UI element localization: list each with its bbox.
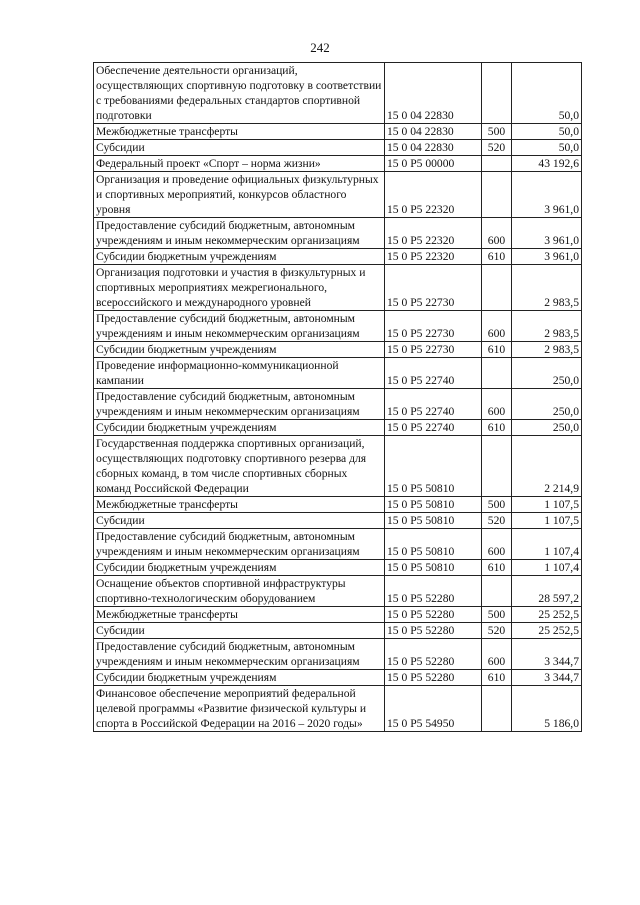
table-row (94, 63, 582, 124)
row-expense-type-cell: 610 (482, 249, 512, 265)
row-expense-type-cell: 520 (482, 140, 512, 156)
row-name-cell: Предоставление субсидий бюджетным, автономным учреждениям и иным некоммерческим организациям (94, 389, 385, 420)
row-amount-cell: 50,0 (512, 140, 582, 156)
table-row (94, 576, 582, 607)
row-expense-type-cell: 500 (482, 607, 512, 623)
row-code-cell: 15 0 P5 22740 (385, 420, 482, 436)
row-code-cell: 15 0 P5 22740 (385, 389, 482, 420)
row-name-cell: Государственная поддержка спортивных организаций, осуществляющих подготовку спортивного резерва для сборных команд, в том числе спортивных сборных команд Российской Федерации (94, 436, 385, 497)
row-name-cell: Межбюджетные трансферты (94, 124, 385, 140)
row-amount-cell: 50,0 (512, 63, 582, 124)
row-code-cell: 15 0 04 22830 (385, 63, 482, 124)
table-row (94, 249, 582, 265)
row-code-cell: 15 0 P5 52280 (385, 639, 482, 670)
table-row (94, 623, 582, 639)
row-amount-cell: 3 344,7 (512, 639, 582, 670)
row-amount-cell: 25 252,5 (512, 607, 582, 623)
table-row (94, 686, 582, 732)
row-code-cell: 15 0 P5 22320 (385, 218, 482, 249)
row-name-cell: Предоставление субсидий бюджетным, автономным учреждениям и иным некоммерческим организациям (94, 311, 385, 342)
row-expense-type-cell: 500 (482, 124, 512, 140)
row-expense-type-cell: 600 (482, 218, 512, 249)
row-name-cell: Предоставление субсидий бюджетным, автономным учреждениям и иным некоммерческим организациям (94, 639, 385, 670)
row-expense-type-cell: 520 (482, 513, 512, 529)
row-amount-cell: 2 983,5 (512, 265, 582, 311)
row-amount-cell: 5 186,0 (512, 686, 582, 732)
row-expense-type-cell: 600 (482, 311, 512, 342)
row-expense-type-cell: 610 (482, 420, 512, 436)
row-name-cell: Межбюджетные трансферты (94, 607, 385, 623)
table-row (94, 140, 582, 156)
row-code-cell: 15 0 P5 00000 (385, 156, 482, 172)
row-expense-type-cell (482, 265, 512, 311)
row-code-cell: 15 0 P5 54950 (385, 686, 482, 732)
table-row (94, 529, 582, 560)
row-code-cell: 15 0 P5 50810 (385, 513, 482, 529)
row-code-cell: 15 0 P5 22320 (385, 172, 482, 218)
row-expense-type-cell: 610 (482, 342, 512, 358)
row-code-cell: 15 0 P5 22740 (385, 358, 482, 389)
row-expense-type-cell (482, 63, 512, 124)
row-name-cell: Финансовое обеспечение мероприятий федеральной целевой программы «Развитие физической культуры и спорта в Российской Федерации на 2016 – 2020 годы» (94, 686, 385, 732)
table-row (94, 670, 582, 686)
row-code-cell: 15 0 04 22830 (385, 124, 482, 140)
table-row (94, 124, 582, 140)
row-expense-type-cell (482, 686, 512, 732)
row-amount-cell: 3 961,0 (512, 249, 582, 265)
row-amount-cell: 1 107,5 (512, 513, 582, 529)
table-row (94, 342, 582, 358)
row-name-cell: Субсидии бюджетным учреждениям (94, 560, 385, 576)
row-expense-type-cell (482, 358, 512, 389)
table-row (94, 420, 582, 436)
row-name-cell: Межбюджетные трансферты (94, 497, 385, 513)
row-name-cell: Субсидии бюджетным учреждениям (94, 342, 385, 358)
table-row (94, 436, 582, 497)
row-expense-type-cell: 600 (482, 639, 512, 670)
row-expense-type-cell (482, 156, 512, 172)
row-amount-cell: 250,0 (512, 358, 582, 389)
table-row (94, 265, 582, 311)
row-name-cell: Субсидии бюджетным учреждениям (94, 249, 385, 265)
row-expense-type-cell: 520 (482, 623, 512, 639)
row-expense-type-cell: 600 (482, 529, 512, 560)
row-amount-cell: 250,0 (512, 420, 582, 436)
budget-table (93, 62, 582, 732)
row-code-cell: 15 0 04 22830 (385, 140, 482, 156)
row-code-cell: 15 0 P5 52280 (385, 623, 482, 639)
table-row (94, 156, 582, 172)
row-code-cell: 15 0 P5 22730 (385, 311, 482, 342)
table-row (94, 560, 582, 576)
row-amount-cell: 43 192,6 (512, 156, 582, 172)
table-row (94, 218, 582, 249)
row-amount-cell: 3 344,7 (512, 670, 582, 686)
row-code-cell: 15 0 P5 50810 (385, 529, 482, 560)
row-amount-cell: 2 983,5 (512, 342, 582, 358)
row-expense-type-cell: 610 (482, 560, 512, 576)
row-amount-cell: 25 252,5 (512, 623, 582, 639)
row-name-cell: Организация и проведение официальных физкультурных и спортивных мероприятий, конкурсов областного уровня (94, 172, 385, 218)
row-name-cell: Федеральный проект «Спорт – норма жизни» (94, 156, 385, 172)
row-name-cell: Субсидии (94, 140, 385, 156)
row-name-cell: Проведение информационно-коммуникационной кампании (94, 358, 385, 389)
row-amount-cell: 2 983,5 (512, 311, 582, 342)
row-code-cell: 15 0 P5 22320 (385, 249, 482, 265)
row-name-cell: Субсидии (94, 513, 385, 529)
row-amount-cell: 1 107,4 (512, 560, 582, 576)
row-name-cell: Обеспечение деятельности организаций, осуществляющих спортивную подготовку в соответствии с требованиями федеральных стандартов спортивной подготовки (94, 63, 385, 124)
row-code-cell: 15 0 P5 52280 (385, 670, 482, 686)
row-amount-cell: 3 961,0 (512, 218, 582, 249)
table-row (94, 172, 582, 218)
row-name-cell: Организация подготовки и участия в физкультурных и спортивных мероприятиях межрегионального, всероссийского и международного уровней (94, 265, 385, 311)
row-expense-type-cell: 500 (482, 497, 512, 513)
budget-table-body (94, 63, 582, 732)
row-amount-cell: 50,0 (512, 124, 582, 140)
row-code-cell: 15 0 P5 22730 (385, 265, 482, 311)
table-row (94, 358, 582, 389)
row-code-cell: 15 0 P5 50810 (385, 497, 482, 513)
row-code-cell: 15 0 P5 50810 (385, 560, 482, 576)
row-name-cell: Предоставление субсидий бюджетным, автономным учреждениям и иным некоммерческим организациям (94, 529, 385, 560)
page-number: 242 (310, 40, 330, 55)
row-code-cell: 15 0 P5 50810 (385, 436, 482, 497)
row-amount-cell: 3 961,0 (512, 172, 582, 218)
row-expense-type-cell: 610 (482, 670, 512, 686)
row-code-cell: 15 0 P5 52280 (385, 607, 482, 623)
table-row (94, 639, 582, 670)
table-row (94, 607, 582, 623)
row-amount-cell: 2 214,9 (512, 436, 582, 497)
table-row (94, 497, 582, 513)
row-name-cell: Предоставление субсидий бюджетным, автономным учреждениям и иным некоммерческим организациям (94, 218, 385, 249)
row-name-cell: Субсидии бюджетным учреждениям (94, 420, 385, 436)
table-row (94, 311, 582, 342)
row-expense-type-cell (482, 436, 512, 497)
row-code-cell: 15 0 P5 52280 (385, 576, 482, 607)
table-row (94, 513, 582, 529)
row-expense-type-cell (482, 576, 512, 607)
row-name-cell: Субсидии (94, 623, 385, 639)
row-amount-cell: 1 107,4 (512, 529, 582, 560)
row-amount-cell: 28 597,2 (512, 576, 582, 607)
row-expense-type-cell: 600 (482, 389, 512, 420)
row-amount-cell: 1 107,5 (512, 497, 582, 513)
row-amount-cell: 250,0 (512, 389, 582, 420)
row-name-cell: Субсидии бюджетным учреждениям (94, 670, 385, 686)
row-expense-type-cell (482, 172, 512, 218)
row-code-cell: 15 0 P5 22730 (385, 342, 482, 358)
table-row (94, 389, 582, 420)
row-name-cell: Оснащение объектов спортивной инфраструктуры спортивно-технологическим оборудованием (94, 576, 385, 607)
